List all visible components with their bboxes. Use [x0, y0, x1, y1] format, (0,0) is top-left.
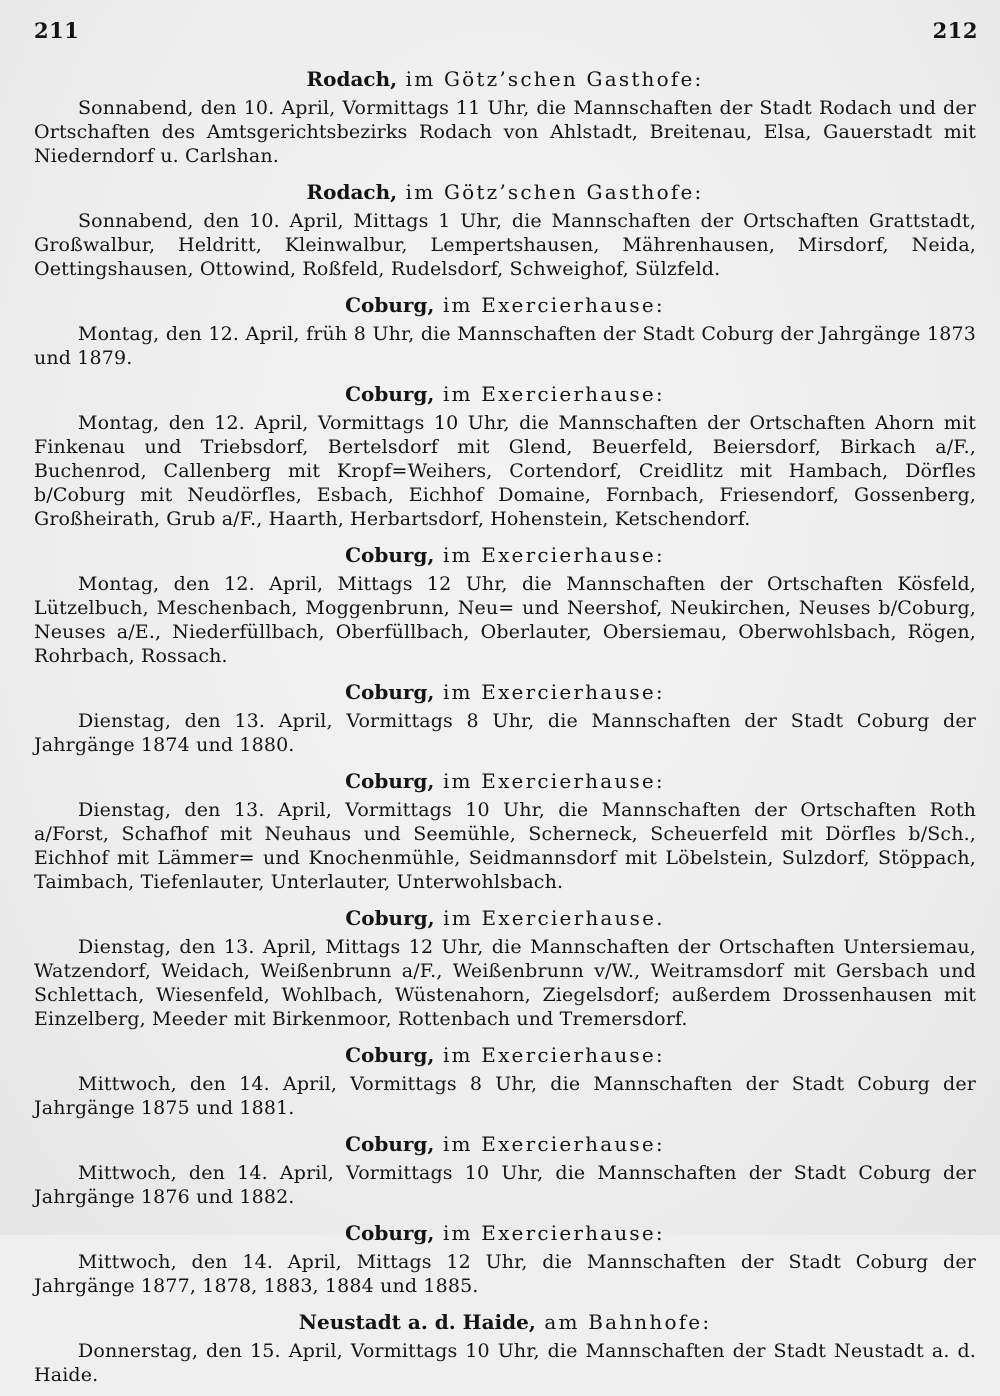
section-heading — [34, 1129, 976, 1159]
section-place: Coburg, — [345, 1132, 435, 1156]
section-venue: im Exercierhause: — [434, 382, 665, 406]
section-place: Coburg, — [345, 680, 435, 704]
section-heading — [34, 290, 976, 320]
section-heading — [34, 766, 976, 796]
section-heading — [34, 540, 976, 570]
section-text: Mittwoch, den 14. April, Vormittags 8 Uhr, die Mannschaften der Stadt Coburg der Jahrgänge 1875 und 1881. — [34, 1073, 976, 1119]
section-heading — [34, 903, 976, 933]
section-place: Coburg, — [345, 543, 435, 567]
section-text: Montag, den 12. April, Mittags 12 Uhr, die Mannschaften der Ortschaften Kösfeld, Lützelbuch, Meschenbach, Moggenbrunn, Neu= und Neershof, Neukirchen, Neuses b/Coburg, Neuses a/E., Niederfüllbach, Oberfüllbach, Oberlauter, Obersiemau, Oberwohlsbach, Rögen, Rohrbach, Rossach. — [34, 573, 976, 667]
section-heading — [34, 677, 976, 707]
section-text: Donnerstag, den 15. April, Vormittags 10 Uhr, die Mannschaften der Stadt Neustadt a. d. Haide. — [34, 1340, 976, 1386]
schedule-section — [34, 1218, 976, 1298]
section-heading — [34, 1218, 976, 1248]
schedule-section — [34, 1307, 976, 1387]
section-text: Sonnabend, den 10. April, Mittags 1 Uhr, die Mannschaften der Ortschaften Grattstadt, Großwalbur, Heldritt, Kleinwalbur, Lempertshausen, Mährenhausen, Mirsdorf, Neida, Oettingshausen, Ottowind, Roßfeld, Rudelsdorf, Schweighof, Sülzfeld. — [34, 210, 976, 280]
section-venue: im Exercierhause: — [434, 680, 665, 704]
section-venue: im Götz’schen Gasthofe: — [397, 67, 704, 91]
section-place: Rodach, — [306, 180, 398, 204]
section-place: Coburg, — [345, 1221, 435, 1245]
schedule-section — [34, 290, 976, 370]
schedule-section — [34, 766, 976, 894]
section-text: Mittwoch, den 14. April, Vormittags 10 Uhr, die Mannschaften der Stadt Coburg der Jahrgänge 1876 und 1882. — [34, 1162, 976, 1208]
section-venue: im Exercierhause: — [434, 543, 665, 567]
section-place: Rodach, — [306, 67, 398, 91]
section-text: Dienstag, den 13. April, Mittags 12 Uhr, die Mannschaften der Ortschaften Untersiemau, Watzendorf, Weidach, Weißenbrunn a/F., Weißenbrunn v/W., Weitramsdorf mit Gersbach und Schlettach, Wiesenfeld, Wohlbach, Wüstenahorn, Ziegelsdorf; außerdem Drossenhausen mit Einzelberg, Meeder mit Birkenmoor, Rottenbach und Tremersdorf. — [34, 936, 976, 1030]
section-venue: am Bahnhofe: — [535, 1310, 712, 1334]
schedule-section — [34, 903, 976, 1031]
section-place: Coburg, — [345, 382, 435, 406]
section-venue: im Exercierhause: — [434, 1132, 665, 1156]
section-venue: im Exercierhause: — [434, 769, 665, 793]
schedule-section — [34, 540, 976, 668]
schedule-section — [34, 379, 976, 531]
schedule-section — [34, 64, 976, 168]
section-venue: im Exercierhause: — [434, 293, 665, 317]
section-venue: im Exercierhause. — [434, 906, 665, 930]
schedule-section — [34, 677, 976, 757]
schedule-content — [34, 64, 976, 1396]
page-number-left: 211 — [34, 18, 80, 43]
section-place: Coburg, — [345, 1043, 435, 1067]
section-heading — [34, 379, 976, 409]
section-text: Sonnabend, den 10. April, Vormittags 11 Uhr, die Mannschaften der Stadt Rodach und der Ortschaften des Amtsgerichtsbezirks Rodach von Ahlstadt, Breitenau, Elsa, Gauerstadt mit Niederndorf u. Carlshan. — [34, 97, 976, 167]
section-venue: im Exercierhause: — [434, 1221, 665, 1245]
section-text: Dienstag, den 13. April, Vormittags 8 Uhr, die Mannschaften der Stadt Coburg der Jahrgänge 1874 und 1880. — [34, 710, 976, 756]
section-text: Montag, den 12. April, früh 8 Uhr, die Mannschaften der Stadt Coburg der Jahrgänge 1873 und 1879. — [34, 323, 976, 369]
section-place: Neustadt a. d. Haide, — [298, 1310, 536, 1334]
section-venue: im Exercierhause: — [434, 1043, 665, 1067]
section-place: Coburg, — [345, 769, 435, 793]
section-place: Coburg, — [345, 293, 435, 317]
section-text: Montag, den 12. April, Vormittags 10 Uhr, die Mannschaften der Ortschaften Ahorn mit Finkenau und Triebsdorf, Bertelsdorf mit Glend, Beuerfeld, Beiersdorf, Birkach a/F., Buchenrod, Callenberg mit Kropf=Weihers, Cortendorf, Creidlitz mit Hambach, Dörfles b/Coburg mit Neudörfles, Esbach, Eichhof Domaine, Fornbach, Friesendorf, Gossenberg, Großheirath, Grub a/F., Haarth, Herbartsdorf, Hohenstein, Ketschendorf. — [34, 412, 976, 530]
page-number-right: 212 — [932, 18, 978, 43]
schedule-section — [34, 1040, 976, 1120]
section-heading — [34, 64, 976, 94]
schedule-section — [34, 177, 976, 281]
section-heading — [34, 1307, 976, 1337]
schedule-section — [34, 1129, 976, 1209]
section-text: Mittwoch, den 14. April, Mittags 12 Uhr, die Mannschaften der Stadt Coburg der Jahrgänge 1877, 1878, 1883, 1884 und 1885. — [34, 1251, 976, 1297]
section-text: Dienstag, den 13. April, Vormittags 10 Uhr, die Mannschaften der Ortschaften Roth a/Forst, Schafhof mit Neuhaus und Seemühle, Scherneck, Scheuerfeld mit Dörfles b/Sch., Eichhof mit Lämmer= und Knochenmühle, Seidmannsdorf mit Löbelstein, Sulzdorf, Stöppach, Taimbach, Tiefenlauter, Unterlauter, Unterwohlsbach. — [34, 799, 976, 893]
section-place: Coburg, — [345, 906, 435, 930]
section-heading — [34, 177, 976, 207]
section-heading — [34, 1040, 976, 1070]
section-venue: im Götz’schen Gasthofe: — [397, 180, 704, 204]
